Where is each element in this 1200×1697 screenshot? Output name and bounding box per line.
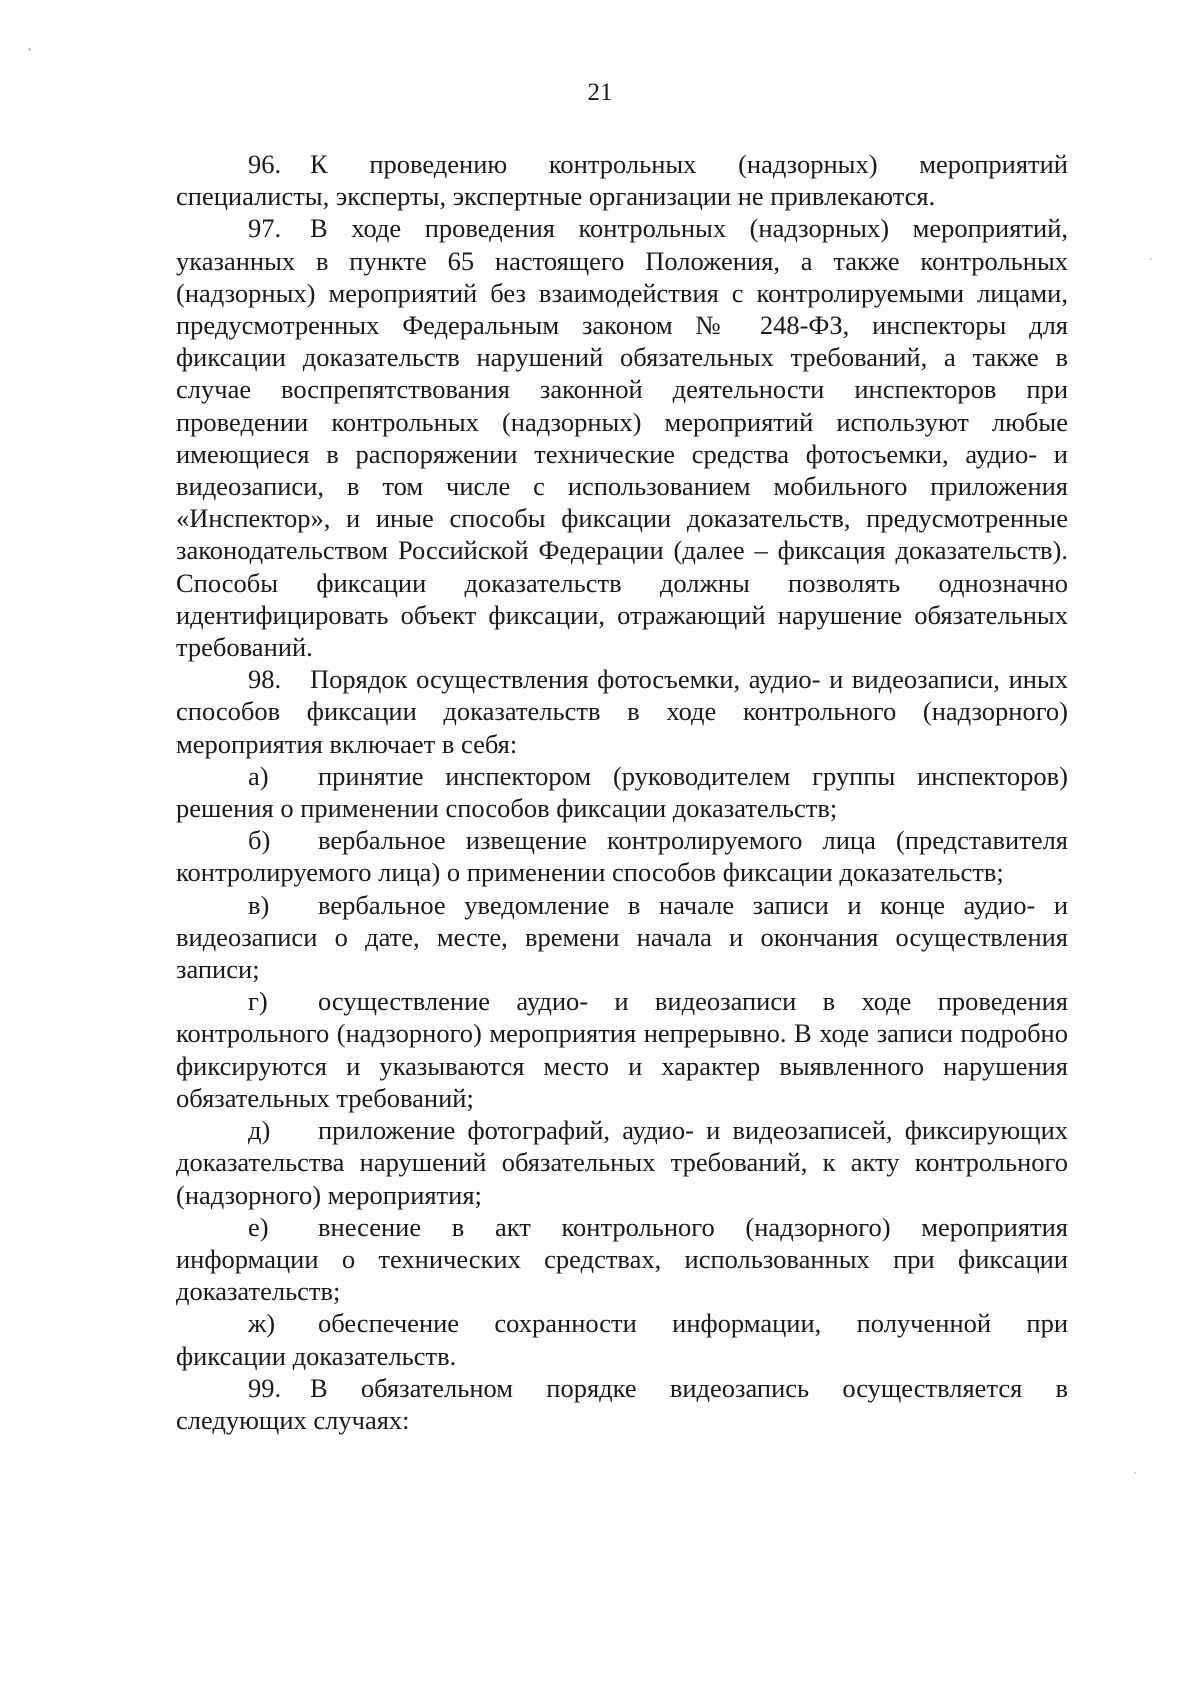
page-number: 21 <box>587 79 613 106</box>
paragraph-text: В обязательном порядке видеозапись осуществляется в следующих случаях: <box>176 1372 1068 1435</box>
list-item-text: вербальное уведомление в начале записи и конце аудио- и видеозаписи о дате, месте, времени начала и окончания осуществления записи; <box>176 889 1068 985</box>
list-item-g <box>176 985 1068 1114</box>
list-item-letter: ж) <box>248 1308 276 1339</box>
list-item-text: вербальное извещение контролируемого лица (представителя контролируемого лица) о применении способов фиксации доказательств; <box>176 825 1068 888</box>
paragraph-number: 99. <box>248 1372 282 1403</box>
list-item-text: осуществление аудио- и видеозаписи в ходе проведения контрольного (надзорного) мероприятия непрерывно. В ходе записи подробно фиксируются и указываются место и характер выявленного нарушения обязательных требований; <box>176 986 1068 1113</box>
paragraph-98 <box>176 663 1068 760</box>
scan-speck <box>28 48 31 51</box>
list-item-letter: д) <box>248 1115 271 1146</box>
list-item-text: обеспечение сохранности информации, полученной при фиксации доказательств. <box>176 1308 1068 1371</box>
paragraph-number: 97. <box>248 213 282 244</box>
list-item-letter: е) <box>248 1211 269 1242</box>
list-item-letter: в) <box>248 889 270 920</box>
paragraph-text: Порядок осуществления фотосъемки, аудио- и видеозаписи, иных способов фиксации доказательств в ходе контрольного (надзорного) мероприятия включает в себя: <box>176 664 1068 759</box>
document-body <box>176 148 1068 1436</box>
list-item-zh <box>176 1307 1068 1371</box>
list-item-text: принятие инспектором (руководителем группы инспекторов) решения о применении способов фиксации доказательств; <box>176 760 1068 824</box>
paragraph-text: В ходе проведения контрольных (надзорных) мероприятий, указанных в пункте 65 настоящего Положения, а также контрольных (надзорных) мероприятий без взаимодействия с контролируемыми лицами, предусмотренных Федеральным законом № 248-ФЗ, инспекторы для фиксации доказательств нарушений обязательных требований, а также в случае воспрепятствования законной деятельности инспекторов при проведении контрольных (надзорных) мероприятий используют любые имеющиеся в распоряжении технические средства фотосъемки, аудио- и видеозаписи, в том числе с использованием мобильного приложения «Инспектор», и иные способы фиксации доказательств, предусмотренные законодательством Российской Федерации (далее – фиксация доказательств). Способы фиксации доказательств должны позволять однозначно идентифицировать объект фиксации, отражающий нарушение обязательных требований. <box>176 213 1068 663</box>
scan-speck <box>1150 258 1152 260</box>
paragraph-number: 98. <box>248 664 282 695</box>
list-item-letter: г) <box>248 986 268 1017</box>
paragraph-99 <box>176 1372 1068 1436</box>
list-item-letter: а) <box>248 760 269 791</box>
paragraph-97 <box>176 212 1068 663</box>
list-item-v <box>176 889 1068 986</box>
paragraph-96 <box>176 148 1068 212</box>
list-item-a <box>176 760 1068 824</box>
list-item-d <box>176 1114 1068 1211</box>
list-item-e <box>176 1211 1068 1308</box>
paragraph-text: К проведению контрольных (надзорных) мероприятий специалисты, эксперты, экспертные организации не привлекаются. <box>176 149 1068 212</box>
list-item-letter: б) <box>248 825 271 856</box>
list-item-text: приложение фотографий, аудио- и видеозаписей, фиксирующих доказательства нарушений обязательных требований, к акту контрольного (надзорного) мероприятия; <box>176 1115 1068 1210</box>
list-item-text: внесение в акт контрольного (надзорного) мероприятия информации о технических средствах, использованных при фиксации доказательств; <box>176 1211 1068 1307</box>
paragraph-number: 96. <box>248 149 282 179</box>
list-item-b <box>176 824 1068 888</box>
scan-speck <box>1134 1472 1136 1474</box>
